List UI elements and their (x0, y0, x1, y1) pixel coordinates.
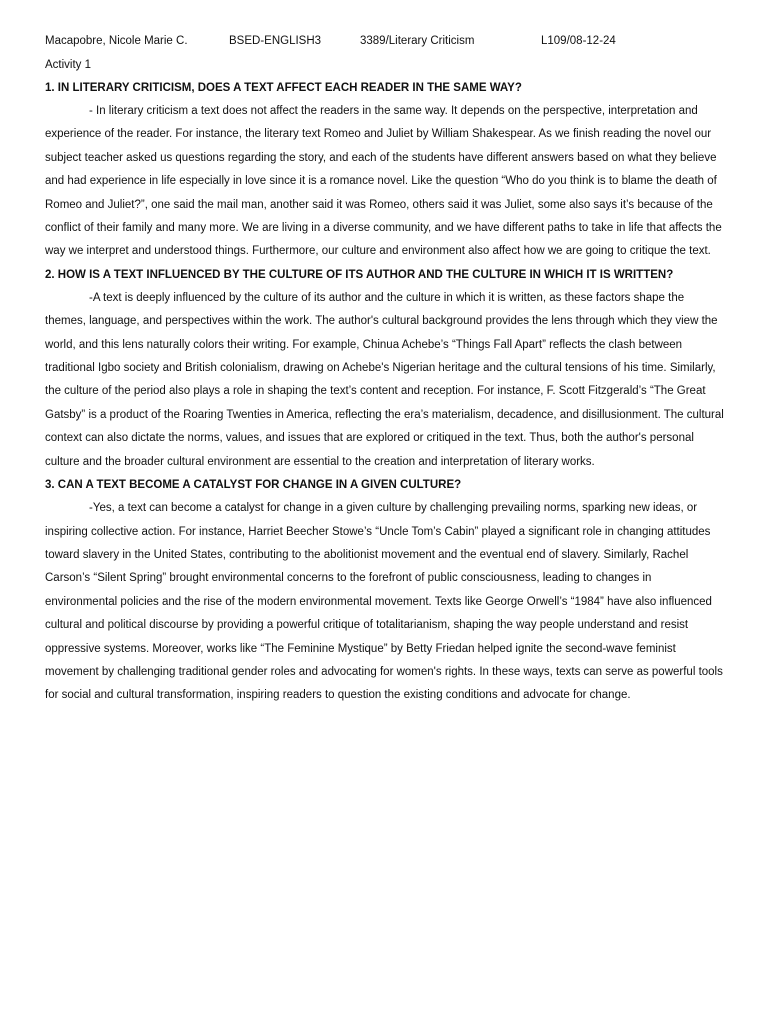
activity-title: Activity 1 (45, 59, 92, 71)
answer-paragraph: -Yes, a text can become a catalyst for change in a given culture by challenging prevailing norms, sparking new ideas, or inspiring collective action. For instance, Harriet Beecher Stowe’s “Uncle Tom’s Cabin” played a significant role in changing attitudes toward slavery in the United States, contributing to the abolitionist movement and the eventual end of slavery. Similarly, Rachel Carson’s “Silent Spring” brought environmental concerns to the forefront of public consciousness, leading to changes in environmental policies and the rise of the modern environmental movement. Texts like George Orwell’s “1984” have also influenced cultural and political discourse by providing a powerful critique of totalitarianism, shaping the way people understand and resist oppressive systems. Moreover, works like “The Feminine Mystique” by Betty Friedan helped ignite the second-wave feminist movement by challenging traditional gender roles and advocating for women's rights. In these ways, texts can serve as powerful tools for social and cultural transformation, inspiring readers to question the existing conditions and advocate for change. (45, 502, 723, 702)
document-header (45, 31, 725, 51)
subject-title: 3389/Literary Criticism (360, 35, 475, 47)
question-heading: 1. IN LITERARY CRITICISM, DOES A TEXT AFFECT EACH READER IN THE SAME WAY? (45, 82, 522, 94)
course-code: BSED-ENGLISH3 (229, 35, 322, 47)
question-heading: 2. HOW IS A TEXT INFLUENCED BY THE CULTURE OF ITS AUTHOR AND THE CULTURE IN WHICH IT IS WRITTEN? (45, 268, 674, 281)
section-date: L109/08-12-24 (541, 35, 616, 47)
question-heading: 3. CAN A TEXT BECOME A CATALYST FOR CHANGE IN A GIVEN CULTURE? (45, 479, 462, 492)
answer-paragraph: -A text is deeply influenced by the culture of its author and the culture in which it is written, as these factors shape the themes, language, and perspectives within the work. The author's cultural background provides the lens through which they view the world, and this lens naturally colors their writing. For example, Chinua Achebe’s “Things Fall Apart” reflects the clash between traditional Igbo society and British colonialism, drawing on Achebe's Nigerian heritage and the cultural tensions of his time. Similarly, the culture of the period also plays a role in shaping the text’s content and reception. For instance, F. Scott Fitzgerald’s “The Great Gatsby” is a product of the Roaring Twenties in America, reflecting the era’s materialism, decadence, and disillusionment. The cultural context can also dictate the norms, values, and issues that are explored or critiqued in the text. Thus, both the author's personal culture and the broader cultural environment are essential to the creation and interpretation of literary works. (45, 291, 724, 468)
question-block-3 (45, 474, 725, 708)
document-page (45, 31, 725, 708)
answer-paragraph: - In literary criticism a text does not affect the readers in the same way. It depends on the perspective, interpretation and experience of the reader. For instance, the literary text Romeo and Juliet by William Shakespear. As we finish reading the novel our subject teacher asked us questions regarding the story, and each of the students have different answers based on what they believe and had experience in life especially in love since it is a romance novel. Like the question “Who do you think is to blame the death of Romeo and Juliet?”, one said the mail man, another said it was Romeo, others said it was Juliet, some also says it’s because of the conflict of their family and many more. We are living in a diverse community, and we have different paths to take in life that affects the way we interpret and understood things. Furthermore, our culture and environment also affect how we are going to critique the text. (45, 105, 722, 258)
student-name: Macapobre, Nicole Marie C. (45, 35, 188, 47)
question-block-2 (45, 264, 725, 474)
question-block-1 (45, 77, 725, 264)
